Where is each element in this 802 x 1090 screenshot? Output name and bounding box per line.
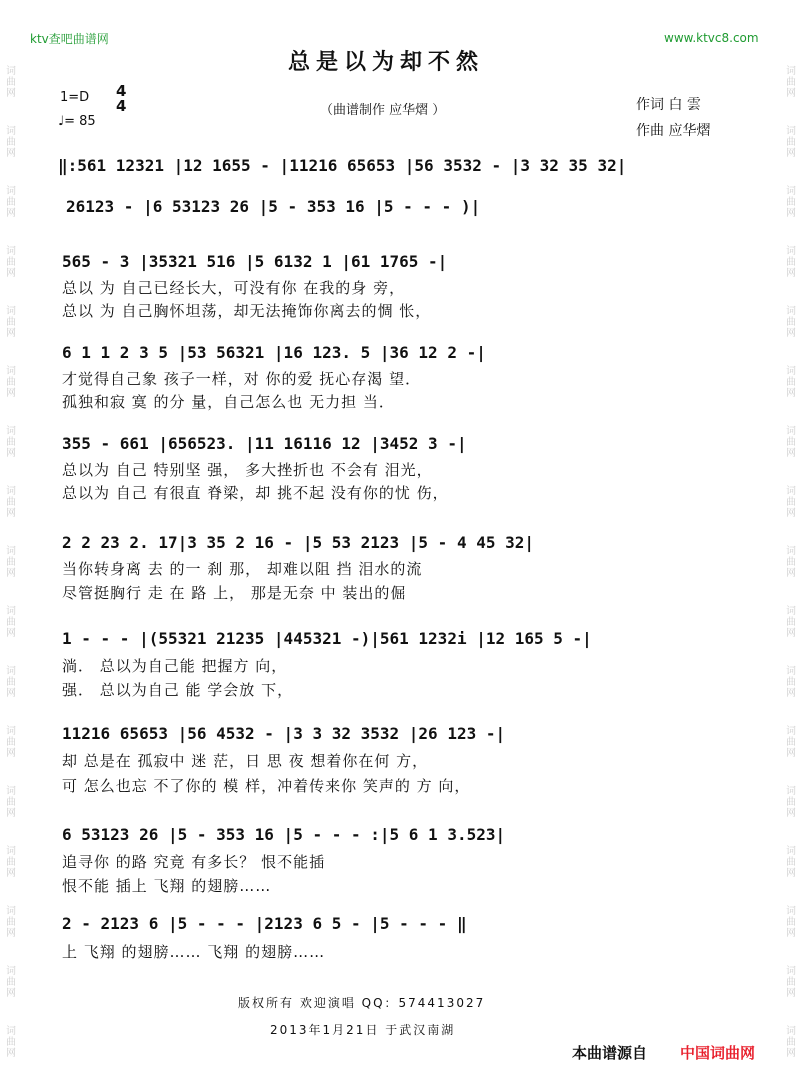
notation-line: 2 - 2123 6 |5 - - - |2123 6 5 - |5 - - - ‖ (62, 914, 467, 933)
lyric-line: 追寻你 的路 究竟 有多长？ 恨不能插 (62, 853, 326, 871)
watermark-right: 词曲网 (786, 126, 796, 159)
tempo-mark: ♩= 85 (58, 114, 96, 129)
watermark-right: 词曲网 (786, 966, 796, 999)
watermark-left: 词曲网 (6, 1026, 16, 1059)
watermark-left: 词曲网 (6, 666, 16, 699)
lyricist-credit: 作词 白 雲 (636, 97, 701, 113)
lyric-line: 可 怎么也忘 不了你的 模 样，冲着传来你 笑声的 方 向， (62, 777, 471, 795)
notation-line: 1 - - - |(55321 21235 |445321 -)|561 1232i |12 165 5 -| (62, 629, 592, 648)
site-link-right[interactable]: www.ktvc8.com (664, 31, 759, 45)
site-link-left[interactable]: ktv查吧曲谱网 (30, 32, 109, 46)
source-site-link[interactable]: 中国词曲网 (680, 1044, 756, 1062)
watermark-left: 词曲网 (6, 846, 16, 879)
lyric-line: 总以 为 自己胸怀坦荡，却无法掩饰你离去的惆 怅， (62, 302, 432, 320)
watermark-right: 词曲网 (786, 606, 796, 639)
time-signature-bottom: 4 (116, 97, 127, 115)
watermark-left: 词曲网 (6, 306, 16, 339)
watermark-left: 词曲网 (6, 246, 16, 279)
notation-line: 2 2 23 2. 17|3 35 2 16 - |5 53 2123 |5 - 4 45 32| (62, 533, 535, 552)
watermark-right: 词曲网 (786, 906, 796, 939)
watermark-right: 词曲网 (786, 366, 796, 399)
notation-line: 26123 - |6 53123 26 |5 - 353 16 |5 - - - )| (66, 197, 481, 216)
lyric-line: 总以为 自己 特别坚 强， 多大挫折也 不会有 泪光， (62, 461, 433, 479)
watermark-right: 词曲网 (786, 726, 796, 759)
lyric-line: 孤独和寂 寞 的分 量，自己怎么也 无力担 当． (62, 393, 395, 411)
watermark-left: 词曲网 (6, 786, 16, 819)
lyric-line: 总以为 自己 有很直 脊梁，却 挑不起 没有你的忧 伤， (62, 484, 449, 502)
lyric-line: 上 飞翔 的翅膀…… 飞翔 的翅膀…… (62, 943, 326, 961)
watermark-right: 词曲网 (786, 66, 796, 99)
lyric-line: 总以 为 自己已经长大，可没有你 在我的身 旁， (62, 279, 406, 297)
watermark-left: 词曲网 (6, 906, 16, 939)
lyric-line: 才觉得自己象 孩子一样，对 你的爱 抚心存渴 望． (62, 370, 422, 388)
notation-line: 6 1 1 2 3 5 |53 56321 |16 123. 5 |36 12 2 -| (62, 343, 486, 362)
watermark-left: 词曲网 (6, 606, 16, 639)
copyright-note: 版权所有 欢迎演唱 QQ：574413027 (238, 996, 486, 1010)
watermark-left: 词曲网 (6, 726, 16, 759)
lyric-line: 强． 总以为自己 能 学会放 下， (62, 681, 294, 699)
key-signature: 1=D (60, 90, 90, 105)
notation-line: 11216 65653 |56 4532 - |3 3 32 3532 |26 123 -| (62, 724, 506, 743)
watermark-left: 词曲网 (6, 66, 16, 99)
watermark-right: 词曲网 (786, 546, 796, 579)
score-credit: （曲谱制作 应华熠 ） (320, 103, 446, 118)
notation-line: ‖:561 12321 |12 1655 - |11216 65653 |56 3532 - |3 32 35 32| (58, 156, 627, 175)
time-signature (116, 84, 126, 114)
watermark-right: 词曲网 (786, 786, 796, 819)
watermark-left: 词曲网 (6, 366, 16, 399)
watermark-right: 词曲网 (786, 306, 796, 339)
lyric-line: 却 总是在 孤寂中 迷 茫，日 思 夜 想着你在何 方， (62, 752, 429, 770)
watermark-left: 词曲网 (6, 126, 16, 159)
lyric-line: 淌． 总以为自己能 把握方 向， (62, 657, 288, 675)
lyric-line: 尽管挺胸行 走 在 路 上， 那是无奈 中 装出的倔 (62, 584, 407, 602)
notation-line: 355 - 661 |656523. |11 16116 12 |3452 3 -| (62, 434, 467, 453)
watermark-left: 词曲网 (6, 966, 16, 999)
watermark-left: 词曲网 (6, 546, 16, 579)
time-signature-top: 4 (116, 82, 127, 100)
lyric-line: 当你转身离 去 的一 刹 那， 却难以阻 挡 泪水的流 (62, 560, 423, 578)
watermark-right: 词曲网 (786, 846, 796, 879)
page-title: 总是以为却不然 (288, 50, 485, 75)
source-label: 本曲谱源自 (572, 1044, 648, 1062)
lyric-line: 恨不能 插上 飞翔 的翅膀…… (62, 877, 272, 895)
watermark-right: 词曲网 (786, 666, 796, 699)
date-note: 2013年1月21日 于武汉南湖 (270, 1023, 456, 1037)
watermark-left: 词曲网 (6, 186, 16, 219)
notation-line: 6 53123 26 |5 - 353 16 |5 - - - :|5 6 1 3.523| (62, 825, 506, 844)
watermark-right: 词曲网 (786, 426, 796, 459)
watermark-right: 词曲网 (786, 1026, 796, 1059)
watermark-left: 词曲网 (6, 486, 16, 519)
notation-line: 565 - 3 |35321 516 |5 6132 1 |61 1765 -| (62, 252, 448, 271)
composer-credit: 作曲 应华熠 (636, 123, 711, 139)
watermark-left: 词曲网 (6, 426, 16, 459)
watermark-right: 词曲网 (786, 186, 796, 219)
watermark-right: 词曲网 (786, 486, 796, 519)
watermark-right: 词曲网 (786, 246, 796, 279)
